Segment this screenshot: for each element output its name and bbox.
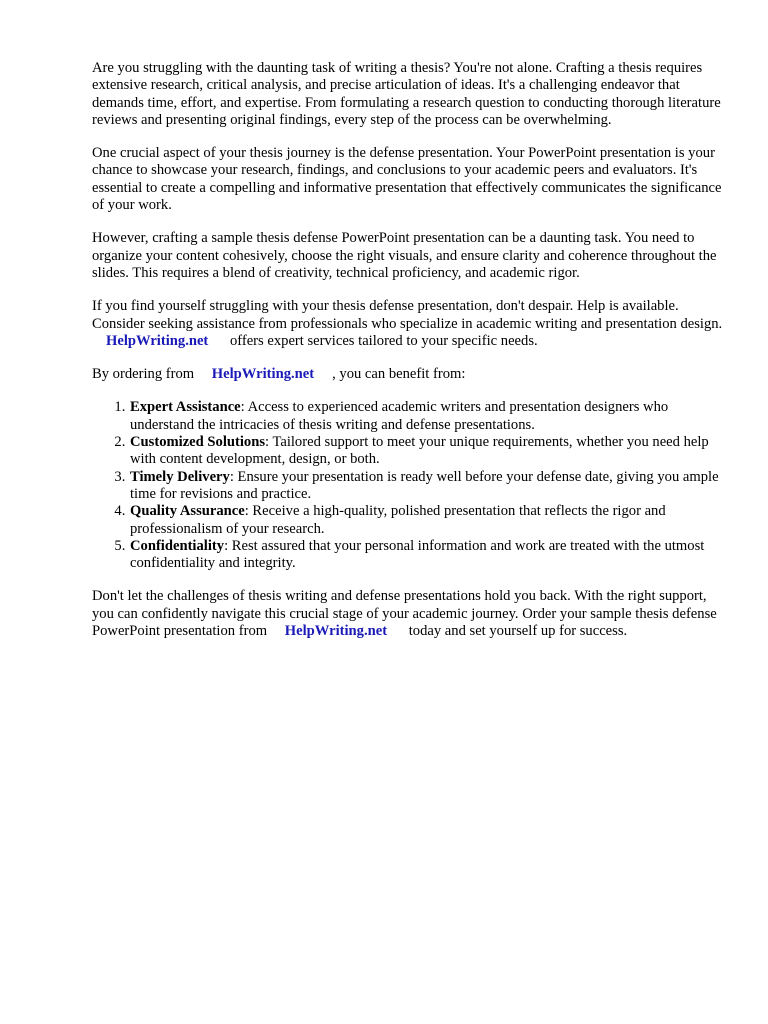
list-item <box>129 538 732 573</box>
list-item <box>129 469 732 504</box>
benefit-text: : Ensure your presentation is ready well before your defense date, giving you ample time for revisions and practice. <box>130 468 719 502</box>
helpwriting-link[interactable]: HelpWriting.net <box>106 332 209 349</box>
closing-paragraph <box>92 588 732 640</box>
helpwriting-link[interactable]: HelpWriting.net <box>284 623 388 640</box>
benefit-term: Timely Delivery <box>130 468 230 485</box>
benefit-term: Expert Assistance <box>130 399 241 416</box>
benefit-text: : Receive a high-quality, polished presentation that reflects the rigor and professionalism of your research. <box>130 503 666 537</box>
help-paragraph-text-start: If you find yourself struggling with your thesis defense presentation, don't despair. Help is available. Consider seeking assistance from professionals who specialize in academic writing and presentation design. <box>92 298 723 332</box>
intro-paragraph: Are you struggling with the daunting task of writing a thesis? You're not alone. Crafting a thesis requires extensive research, critical analysis, and precise articulation of ideas. It's a challenging endeavor that demands time, effort, and expertise. From formulating a research question to conducting thorough literature reviews and presenting original findings, every step of the process can be overwhelming. <box>92 60 721 128</box>
help-paragraph-text-end: offers expert services tailored to your specific needs. <box>229 332 538 349</box>
ordering-paragraph <box>92 366 732 383</box>
helpwriting-link[interactable]: HelpWriting.net <box>211 366 315 383</box>
benefit-term: Quality Assurance <box>130 503 245 520</box>
list-item <box>129 503 732 538</box>
ordering-paragraph-text-end: , you can benefit from: <box>332 366 466 383</box>
benefit-term: Confidentiality <box>130 537 225 554</box>
document-body <box>92 60 732 656</box>
benefit-text: : Tailored support to meet your unique requirements, whether you need help with content development, design, or both. <box>130 434 709 468</box>
ordering-paragraph-text-start: By ordering from <box>92 366 195 383</box>
closing-paragraph-text-end: today and set yourself up for success. <box>408 623 628 640</box>
list-item <box>129 434 732 469</box>
help-paragraph <box>92 298 732 350</box>
benefit-text: : Access to experienced academic writers and presentation designers who understand the intricacies of thesis writing and defense presentations. <box>130 399 669 433</box>
benefit-term: Customized Solutions <box>130 434 266 451</box>
benefits-list <box>92 399 732 572</box>
challenge-paragraph: However, crafting a sample thesis defense PowerPoint presentation can be a daunting task. You need to organize your content cohesively, choose the right visuals, and ensure clarity and coherence throughout the slides. This requires a blend of creativity, technical proficiency, and academic rigor. <box>92 230 717 281</box>
defense-paragraph: One crucial aspect of your thesis journey is the defense presentation. Your PowerPoint presentation is your chance to showcase your research, findings, and conclusions to your academic peers and evaluators. It's essential to create a compelling and informative presentation that effectively communicates the significance of your work. <box>92 145 722 214</box>
closing-paragraph-text-start: Don't let the challenges of thesis writing and defense presentations hold you back. With the right support, you can confidently navigate this crucial stage of your academic journey. Order your sample thesis defense PowerPoint presentation from <box>92 588 717 640</box>
benefit-text: : Rest assured that your personal information and work are treated with the utmost confidentiality and integrity. <box>130 537 705 572</box>
list-item <box>129 399 732 434</box>
